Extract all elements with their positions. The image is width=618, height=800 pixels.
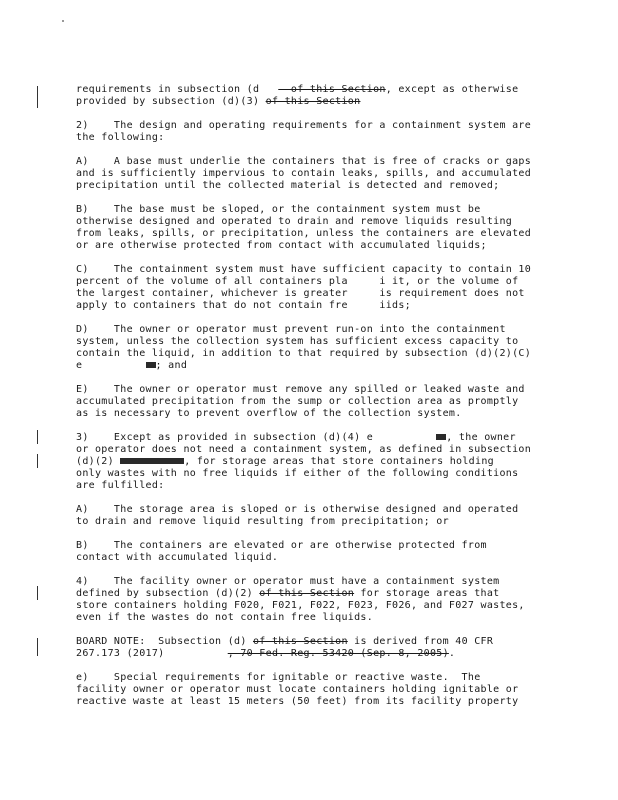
redaction-mark	[120, 458, 184, 464]
paragraph-p11	[76, 636, 542, 660]
paragraph-text: .	[448, 648, 456, 659]
redaction-mark	[436, 434, 446, 440]
paragraph-text: e) Special requirements for ignitable or reactive waste. The facility owner or operator must locate containers holding ignitable or reactive waste at least 15 meters (50 feet) from its facility property	[76, 672, 519, 707]
paragraph-text: , the owner or operator does not need a containment system, as defined in subsection (d)(2)	[76, 432, 532, 467]
paragraph-text: requirements in subsection (d	[76, 84, 279, 95]
paragraph-text: 2) The design and operating requirements for a containment system are the following:	[76, 120, 532, 143]
change-bar	[37, 86, 38, 108]
document-body	[76, 84, 542, 720]
paragraph-text: , for storage areas that store containers holding only wastes with no free liquids if either of the following conditions are fulfilled:	[76, 456, 519, 491]
paragraph-p2	[76, 156, 542, 192]
paragraph-text: C) The containment system must have sufficient capacity to contain 10 percent of the volume of all containers pla i it, or the volume of the largest container, whichever is greater is requirement does not apply to containers that do not contain fre iids;	[76, 264, 532, 311]
struck-text: of this Section	[259, 588, 355, 599]
paragraph-p5	[76, 324, 542, 372]
paragraph-text: 3) Except as provided in subsection (d)(4) e	[76, 432, 437, 443]
paragraph-text: E) The owner or operator must remove any spilled or leaked waste and accumulated precipitation from the sump or collection area as promptly as is necessary to prevent overflow of the collection system.	[76, 384, 525, 419]
paragraph-text: , except as otherwise provided by subsection (d)(3)	[76, 84, 519, 107]
paragraph-text: B) The containers are elevated or are otherwise protected from contact with accumulated liquid.	[76, 540, 487, 563]
struck-text: , 70 Fed. Reg. 53420 (Sep. 8, 2005)	[227, 648, 449, 659]
redaction-mark	[146, 362, 156, 368]
struck-text: of this Section	[278, 84, 386, 95]
change-bar	[37, 430, 38, 444]
paragraph-text: 4) The facility owner or operator must have a containment system defined by subsection (d)(2)	[76, 576, 500, 599]
change-bar	[37, 586, 38, 600]
paragraph-text: A) The storage area is sloped or is otherwise designed and operated to drain and remove liquid resulting from precipitation; or	[76, 504, 519, 527]
paragraph-p1	[76, 120, 542, 144]
paragraph-p8	[76, 504, 542, 528]
paragraph-p4	[76, 264, 542, 312]
struck-text: of this Section	[265, 96, 361, 107]
paragraph-p3	[76, 204, 542, 252]
paragraph-text: A) A base must underlie the containers that is free of cracks or gaps and is sufficiently impervious to contain leaks, spills, and accumulated precipitation until the collected material is detected and removed;	[76, 156, 532, 191]
change-bar	[37, 638, 38, 656]
paragraph-p7	[76, 432, 542, 492]
scan-speck	[62, 20, 64, 22]
paragraph-text: for storage areas that store containers holding F020, F021, F022, F023, F026, and F027 wastes, even if the wastes do not contain free liquids.	[76, 588, 525, 623]
paragraph-text: ; and	[155, 360, 188, 371]
paragraph-text: D) The owner or operator must prevent run-on into the containment system, unless the collection system has sufficient excess capacity to contain the liquid, in addition to that required by subsection (d)(2)(C) e	[76, 324, 532, 371]
paragraph-text: B) The base must be sloped, or the containment system must be otherwise designed and operated to drain and remove liquids resulting from leaks, spills, or precipitation, unless the containers are elevated or are otherwise protected from contact with accumulated liquids;	[76, 204, 532, 251]
paragraph-text: is derived from 40 CFR 267.173 (2017)	[76, 636, 494, 659]
paragraph-p12	[76, 672, 542, 708]
paragraph-p6	[76, 384, 542, 420]
paragraph-p0	[76, 84, 542, 108]
paragraph-p10	[76, 576, 542, 624]
paragraph-p9	[76, 540, 542, 564]
struck-text: of this Section	[252, 636, 348, 647]
change-bar	[37, 454, 38, 468]
paragraph-text: BOARD NOTE: Subsection (d)	[76, 636, 253, 647]
